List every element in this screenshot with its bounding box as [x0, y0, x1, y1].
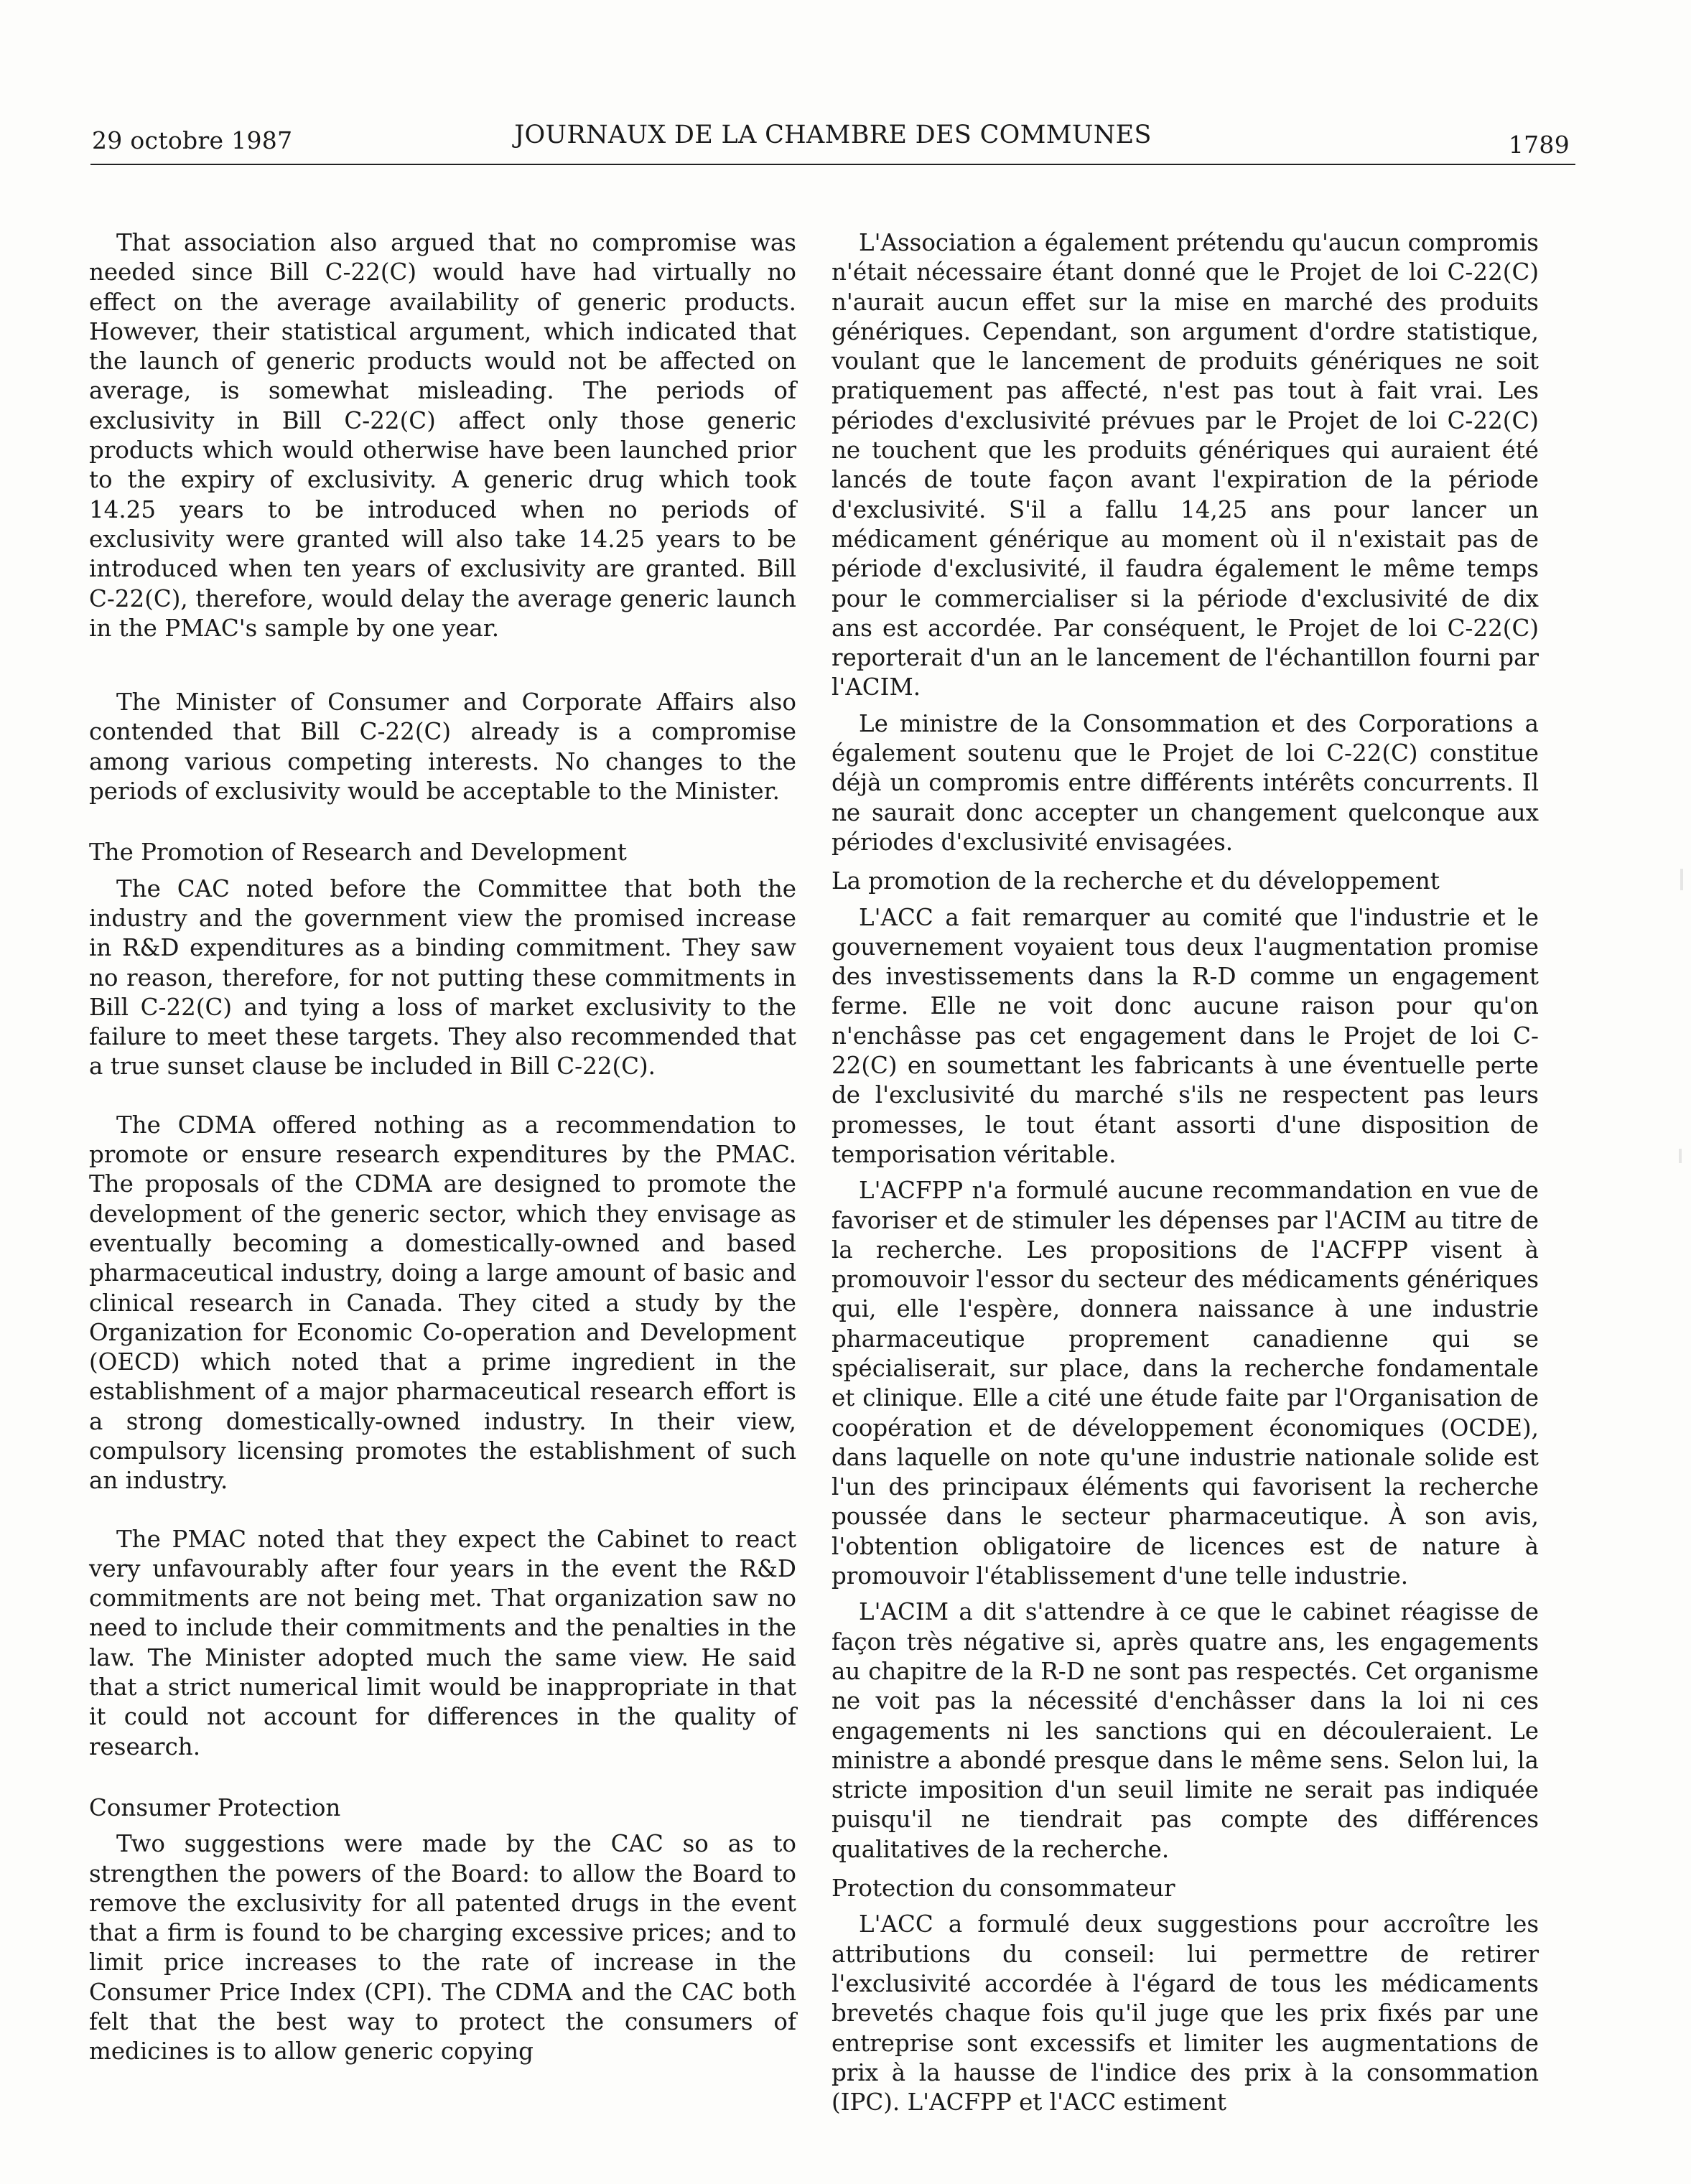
fr-paragraph-1: L'Association a également prétendu qu'aucun compromis n'était nécessaire étant donné que le Projet de loi C-22(C) n'aurait aucun effet sur la mise en marché des produits génériques. Cependant, son argument d'ordre statistique, voulant que le lancement de produits génériques ne soit pratiquement pas affecté, n'est pas tout à fait vrai. Les périodes d'exclusivité prévues par le Projet de loi C-22(C) ne touchent que les produits génériques qui auraient été lancés de toute façon avant l'expiration de la période d'exclusivité. S'il a fallu 14,25 ans pour lancer un médicament générique au moment où il n'existait pas de période d'exclusivité, il faudra également le même temps pour le commercialiser si la période d'exclusivité de dix ans est accordée. Par conséquent, le Projet de loi C-22(C) reporterait d'un an le lancement de l'échantillon fourni par l'ACIM.: [831, 229, 1539, 701]
header-journal-title: JOURNAUX DE LA CHAMBRE DES COMMUNES: [514, 121, 1152, 149]
fr-heading-research: La promotion de la recherche et du développement: [831, 867, 1440, 895]
fr-paragraph-6: L'ACC a formulé deux suggestions pour accroître les attributions du conseil: lui permettre de retirer l'exclusivité accordée à l'égard de tous les médicaments brevetés chaque fois qu'il juge que les prix fixés par une entreprise sont excessifs et limiter les augmentations de prix à la hausse de l'indice des prix à la consommation (IPC). L'ACFPP et l'ACC estiment: [831, 1910, 1539, 2117]
scan-artifact: [1680, 869, 1683, 890]
en-paragraph-3: The CAC noted before the Committee that both the industry and the government view the promised increase in R&D expenditures as a binding commitment. They saw no reason, therefore, for not putting these commitments in Bill C-22(C) and tying a loss of market exclusivity to the failure to meet these targets. They also recommended that a true sunset clause be included in Bill C-22(C).: [89, 874, 796, 1081]
header-date: 29 octobre 1987: [92, 126, 293, 154]
en-paragraph-1: That association also argued that no compromise was needed since Bill C-22(C) would have had virtually no effect on the average availability of generic products. However, their statistical argument, which indicated that the launch of generic products would not be affected on average, is somewhat misleading. The periods of exclusivity in Bill C-22(C) affect only those generic products which would otherwise have been launched prior to the expiry of exclusivity. A generic drug which took 14.25 years to be introduced when no periods of exclusivity were granted will also take 14.25 years to be introduced when ten years of exclusivity are granted. Bill C-22(C), therefore, would delay the average generic launch in the PMAC's sample by one year.: [89, 229, 796, 642]
page-number: 1789: [1508, 131, 1570, 159]
en-paragraph-2: The Minister of Consumer and Corporate Affairs also contended that Bill C-22(C) already is a compromise among various competing interests. No changes to the periods of exclusivity would be acceptable to the Minister.: [89, 689, 796, 806]
fr-paragraph-4: L'ACFPP n'a formulé aucune recommandation en vue de favoriser et de stimuler les dépenses par l'ACIM au titre de la recherche. Les propositions de l'ACFPP visent à promouvoir l'essor du secteur des médicaments génériques qui, elle l'espère, donnera naissance à une industrie pharmaceutique proprement canadienne qui se spécialiserait, sur place, dans la recherche fondamentale et clinique. Elle a cité une étude faite par l'Organisation de coopération et de développement économiques (OCDE), dans laquelle on note qu'une industrie nationale solide est l'un des principaux éléments qui favorisent la recherche poussée dans le secteur pharmaceutique. À son avis, l'obtention obligatoire de licences est de nature à promouvoir l'établissement d'une telle industrie.: [831, 1177, 1539, 1590]
page-header: [90, 121, 1575, 165]
en-paragraph-6: Two suggestions were made by the CAC so as to strengthen the powers of the Board: to allow the Board to remove the exclusivity for all patented drugs in the event that a firm is found to be charging excessive prices; and to limit price increases to the rate of increase in the Consumer Price Index (CPI). The CDMA and the CAC both felt that the best way to protect the consumers of medicines is to allow generic copying: [89, 1830, 796, 2066]
scan-artifact: [1679, 1149, 1682, 1163]
fr-paragraph-3: L'ACC a fait remarquer au comité que l'industrie et le gouvernement voyaient tous deux l'augmentation promise des investissements dans la R-D comme un engagement ferme. Elle ne voit donc aucune raison pour qu'on n'enchâsse pas cet engagement dans le Projet de loi C-22(C) en soumettant les fabricants à une éventuelle perte de l'exclusivité du marché s'ils ne respectent pas leurs promesses, le tout étant assorti d'une disposition de temporisation véritable.: [831, 903, 1539, 1168]
fr-heading-consumer: Protection du consommateur: [831, 1875, 1175, 1903]
en-heading-research: The Promotion of Research and Development: [89, 839, 627, 867]
fr-paragraph-5: L'ACIM a dit s'attendre à ce que le cabinet réagisse de façon très négative si, après quatre ans, les engagements au chapitre de la R-D ne sont pas respectés. Cet organisme ne voit pas la nécessité d'enchâsser dans la loi ni ces engagements ni les sanctions qui en découleraient. Le ministre a abondé presque dans le même sens. Selon lui, la stricte imposition d'un seuil limite ne serait pas indiquée puisqu'il ne tiendrait pas compte des différences qualitatives de la recherche.: [831, 1598, 1539, 1863]
en-paragraph-5: The PMAC noted that they expect the Cabinet to react very unfavourably after four years in the event the R&D commitments are not being met. That organization saw no need to include their commitments and the penalties in the law. The Minister adopted much the same view. He said that a strict numerical limit would be inappropriate in that it could not account for differences in the quality of research.: [89, 1525, 796, 1760]
fr-paragraph-2: Le ministre de la Consommation et des Corporations a également soutenu que le Projet de loi C-22(C) constitue déjà un compromis entre différents intérêts concurrents. Il ne saurait donc accepter un changement quelconque aux périodes d'exclusivité envisagées.: [831, 709, 1539, 856]
en-heading-consumer: Consumer Protection: [89, 1793, 341, 1821]
french-column: [831, 228, 1539, 2117]
english-column: [89, 228, 796, 2067]
en-paragraph-4: The CDMA offered nothing as a recommendation to promote or ensure research expenditures by the PMAC. The proposals of the CDMA are designed to promote the development of the generic sector, which they envisage as eventually becoming a domestically-owned and based pharmaceutical industry, doing a large amount of basic and clinical research in Canada. They cited a study by the Organization for Economic Co-operation and Development (OECD) which noted that a prime ingredient in the establishment of a major pharmaceutical research effort is a strong domestically-owned industry. In their view, compulsory licensing promotes the establishment of such an industry.: [89, 1111, 796, 1495]
